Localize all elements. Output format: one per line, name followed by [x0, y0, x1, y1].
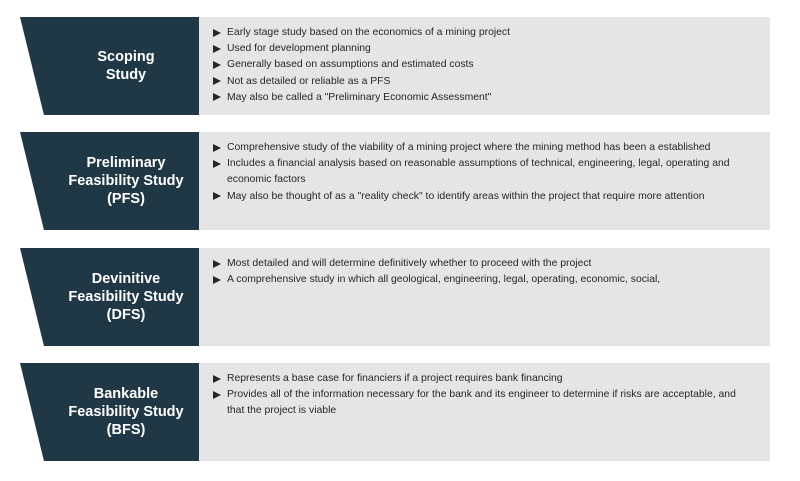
bullet-list	[199, 363, 770, 420]
row-label: Devinitive Feasibility Study (DFS)	[68, 271, 184, 323]
triangle-bullet-icon	[213, 144, 221, 152]
bullet-item: Provides all of the information necessary for the bank and its engineer to determine if risks are acceptable, and that the project is viable	[213, 387, 750, 419]
triangle-bullet-icon	[213, 160, 221, 168]
bullet-item: Includes a financial analysis based on reasonable assumptions of technical, engineering, legal, operating and economic factors	[213, 156, 750, 188]
triangle-bullet-icon	[213, 192, 221, 200]
triangle-bullet-icon	[213, 375, 221, 383]
bullet-item: Not as detailed or reliable as a PFS	[213, 74, 750, 90]
row-scoping-study	[20, 17, 770, 115]
description-panel	[199, 17, 770, 115]
row-preliminary-feasibility-study	[20, 132, 770, 230]
triangle-bullet-icon	[213, 45, 221, 53]
row-label: Preliminary Feasibility Study (PFS)	[68, 155, 184, 207]
bullet-list	[199, 132, 770, 205]
bullet-item: A comprehensive study in which all geological, engineering, legal, operating, economic, social,	[213, 272, 750, 288]
triangle-bullet-icon	[213, 61, 221, 69]
triangle-bullet-icon	[213, 29, 221, 37]
bullet-list	[199, 17, 770, 106]
triangle-bullet-icon	[213, 391, 221, 399]
bullet-item: Generally based on assumptions and estimated costs	[213, 57, 750, 73]
row-label: Scoping Study	[97, 49, 155, 83]
triangle-bullet-icon	[213, 276, 221, 284]
description-panel	[199, 363, 770, 461]
bullet-item: Comprehensive study of the viability of a mining project where the mining method has been a established	[213, 140, 750, 156]
row-bankable-feasibility-study	[20, 363, 770, 461]
bullet-item: Most detailed and will determine definitively whether to proceed with the project	[213, 256, 750, 272]
triangle-bullet-icon	[213, 77, 221, 85]
bullet-item: May also be thought of as a "reality check" to identify areas within the project that require more attention	[213, 189, 750, 205]
description-panel	[199, 248, 770, 346]
bullet-list	[199, 248, 770, 288]
bullet-item: Used for development planning	[213, 41, 750, 57]
triangle-bullet-icon	[213, 93, 221, 101]
description-panel	[199, 132, 770, 230]
row-label: Bankable Feasibility Study (BFS)	[68, 386, 184, 438]
bullet-item: Represents a base case for financiers if a project requires bank financing	[213, 371, 750, 387]
row-definitive-feasibility-study	[20, 248, 770, 346]
bullet-item: Early stage study based on the economics of a mining project	[213, 25, 750, 41]
triangle-bullet-icon	[213, 260, 221, 268]
bullet-item: May also be called a "Preliminary Economic Assessment"	[213, 90, 750, 106]
